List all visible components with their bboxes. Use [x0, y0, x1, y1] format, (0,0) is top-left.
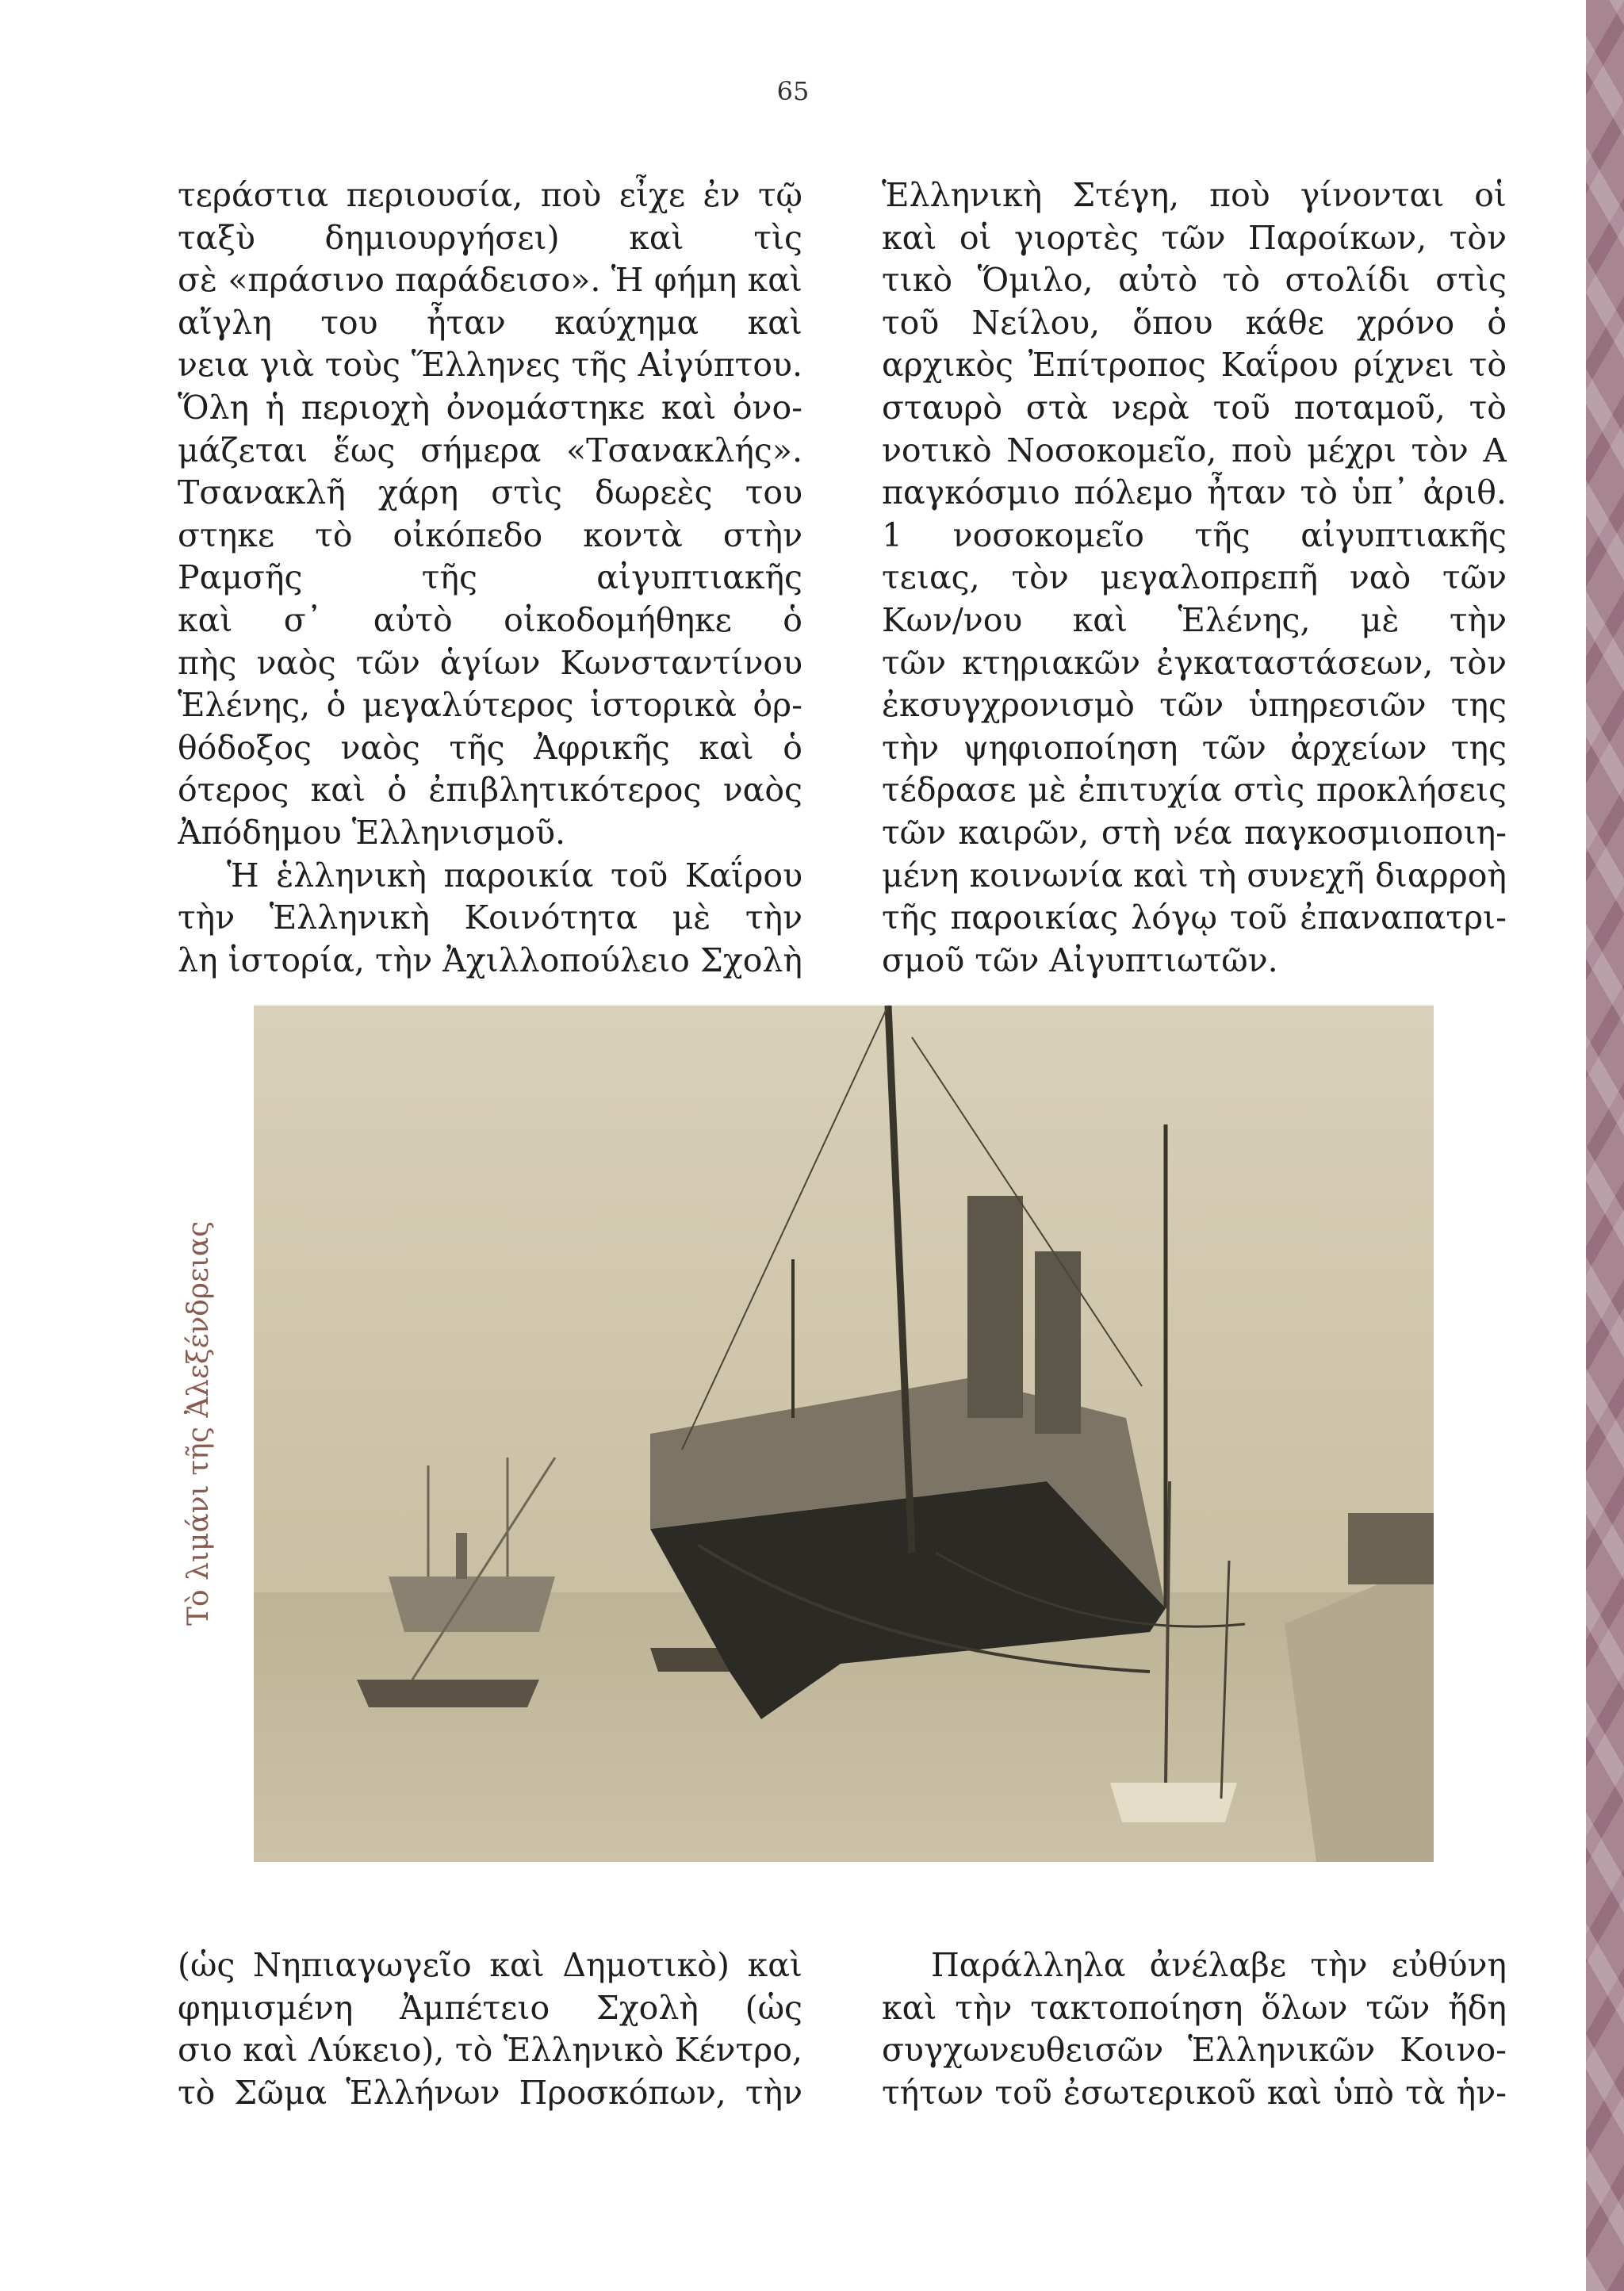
text-line: Παράλληλα ἀνέλαβε τὴν εὐθύνη — [931, 1946, 1507, 1984]
text-line: φημισμένη Ἀμπέτειο Σχολὴ (ὡς — [178, 1988, 802, 2027]
text-line: τεράστια περιουσία, ποὺ εἶχε ἐν τῷ — [178, 176, 802, 214]
text-line: Ὅλη ἡ περιοχὴ ὀνομάστηκε καὶ ὀνο- — [178, 388, 802, 427]
text-line: ταξὺ δημιουργήσει) καὶ τὶς — [178, 218, 802, 257]
text-line: τοῦ Νείλου, ὅπου κάθε χρόνο ὁ — [882, 303, 1507, 342]
text-line: καὶ τὴν τακτοποίηση ὅλων τῶν ἤδη — [882, 1988, 1507, 2027]
text-line: τέδρασε μὲ ἐπιτυχία στὶς προκλήσεις — [882, 771, 1507, 810]
text-line: τήτων τοῦ ἐσωτερικοῦ καὶ ὑπὸ τὰ ἡν- — [882, 2073, 1507, 2112]
text-line: λη ἱστορία, τὴν Ἀχιλλοπούλειο Σχολὴ — [178, 941, 802, 979]
text-line: τῶν καιρῶν, στὴ νέα παγκοσμιοποιη- — [882, 813, 1507, 852]
text-line: Ἡ ἑλληνικὴ παροικία τοῦ Καΐρου — [227, 856, 802, 895]
decorative-side-band — [1586, 0, 1624, 2291]
text-line: μένη κοινωνία καὶ τὴ συνεχῆ διαρροὴ — [882, 856, 1507, 895]
text-line: τὸ Σῶμα Ἑλλήνων Προσκόπων, τὴν — [178, 2073, 802, 2112]
text-line: νοτικὸ Νοσοκομεῖο, ποὺ μέχρι τὸν Α — [882, 431, 1507, 469]
text-line: (ὡς Νηπιαγωγεῖο καὶ Δημοτικὸ) καὶ — [178, 1946, 802, 1984]
text-line: παγκόσμιο πόλεμο ἦταν τὸ ὑπ᾽ ἀριθ. — [882, 473, 1507, 512]
text-line: θόδοξος ναὸς τῆς Ἀφρικῆς καὶ ὁ — [178, 728, 802, 767]
text-line: νεια γιὰ τοὺς Ἕλληνες τῆς Αἰγύπτου. — [178, 346, 802, 385]
text-line: μάζεται ἕως σήμερα «Τσανακλής». — [178, 431, 802, 469]
text-line: πὴς ναὸς τῶν ἁγίων Κωνσταντίνου — [178, 643, 802, 682]
text-line: τὴν Ἑλληνικὴ Κοινότητα μὲ τὴν — [178, 898, 802, 937]
page-number: 65 — [776, 76, 810, 106]
text-line: τειας, τὸν μεγαλοπρεπῆ ναὸ τῶν — [882, 558, 1507, 597]
text-line: Ραμσῆς τῆς αἰγυπτιακῆς — [178, 558, 802, 597]
text-line: Τσανακλῆ χάρη στὶς δωρεὲς του — [178, 473, 802, 512]
text-line: σιο καὶ Λύκειο), τὸ Ἑλληνικὸ Κέντρο, — [178, 2031, 802, 2070]
text-line: Ἑλένης, ὁ μεγαλύτερος ἱστορικὰ ὀρ- — [178, 686, 802, 725]
text-line: αἴγλη του ἦταν καύχημα καὶ — [178, 303, 802, 342]
text-line: σὲ «πράσινο παράδεισο». Ἡ φήμη καὶ — [178, 261, 802, 300]
text-line: ότερος καὶ ὁ ἐπιβλητικότερος ναὸς — [178, 771, 802, 810]
text-line: σταυρὸ στὰ νερὰ τοῦ ποταμοῦ, τὸ — [882, 388, 1507, 427]
text-column-top-right — [882, 174, 1507, 982]
text-line: καὶ οἱ γιορτὲς τῶν Παροίκων, τὸν — [882, 218, 1507, 257]
text-line: σμοῦ τῶν Αἰγυπτιωτῶν. — [882, 941, 1278, 979]
text-line: στηκε τὸ οἰκόπεδο κοντὰ στὴν — [178, 515, 802, 554]
text-line: καὶ σ᾽ αὐτὸ οἰκοδομήθηκε ὁ — [178, 600, 802, 639]
text-line: Κων/νου καὶ Ἑλένης, μὲ τὴν — [882, 600, 1507, 639]
text-line: ἐκσυγχρονισμὸ τῶν ὑπηρεσιῶν της — [882, 686, 1507, 725]
text-column-top-left — [178, 174, 802, 982]
text-column-bottom-left — [178, 1944, 802, 2114]
text-line: τικὸ Ὅμιλο, αὐτὸ τὸ στολίδι στὶς — [882, 261, 1507, 300]
text-line: Ἀπόδημου Ἑλληνισμοῦ. — [178, 813, 566, 852]
text-line: τῶν κτηριακῶν ἐγκαταστάσεων, τὸν — [882, 643, 1507, 682]
text-line: συγχωνευθεισῶν Ἑλληνικῶν Κοινο- — [882, 2031, 1507, 2070]
text-line: Ἑλληνικὴ Στέγη, ποὺ γίνονται οἱ — [882, 176, 1507, 214]
text-line: 1 νοσοκομεῖο τῆς αἰγυπτιακῆς — [882, 515, 1507, 554]
text-line: τῆς παροικίας λόγῳ τοῦ ἐπαναπατρι- — [882, 898, 1507, 937]
text-line: αρχικὸς Ἐπίτροπος Καΐρου ρίχνει τὸ — [882, 346, 1507, 385]
harbor-photograph — [254, 1006, 1434, 1862]
text-column-bottom-right — [882, 1944, 1507, 2114]
text-line: τὴν ψηφιοποίηση τῶν ἀρχείων της — [882, 728, 1507, 767]
photo-caption: Τὸ λιμάνι τῆς Ἀλεξένδρειας — [182, 1220, 215, 1626]
